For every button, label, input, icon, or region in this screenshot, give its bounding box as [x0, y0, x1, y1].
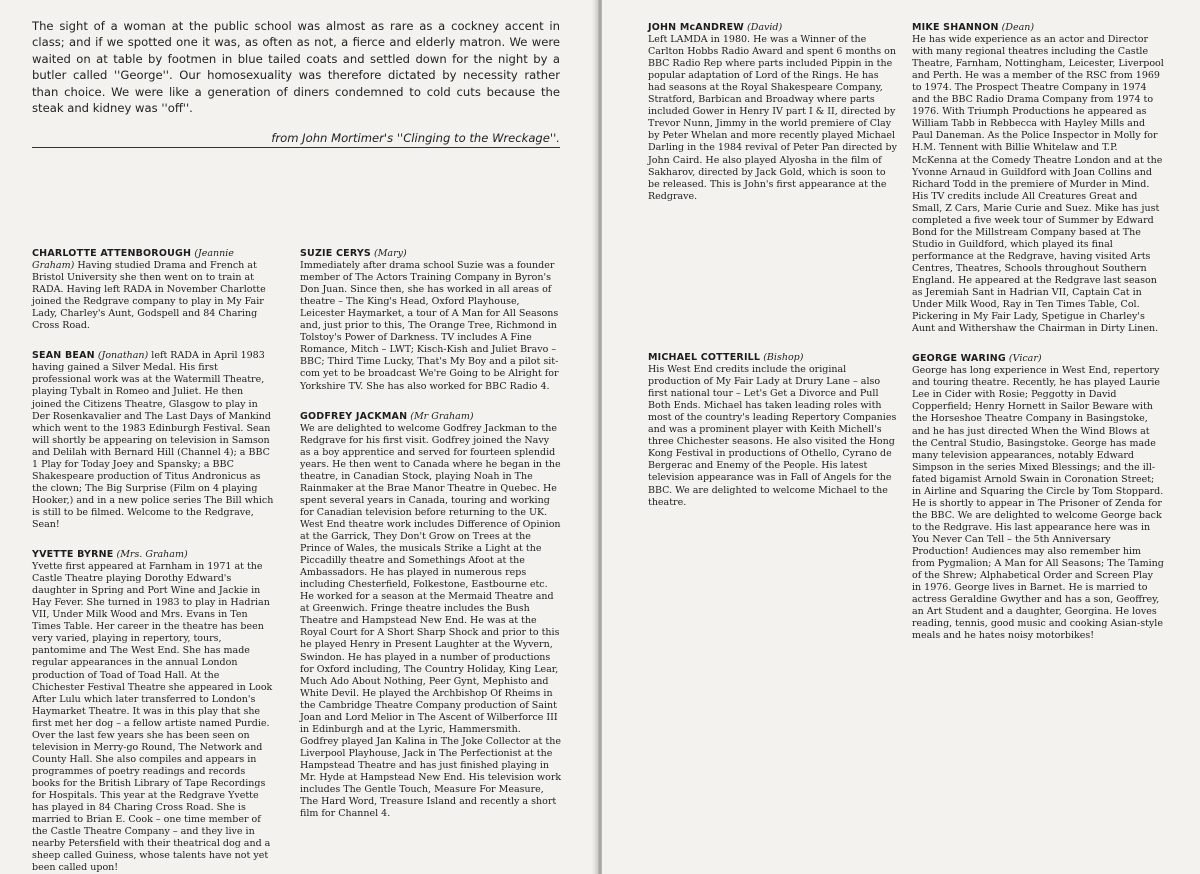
bio-role: (Dean) — [1001, 22, 1035, 33]
quote-attribution: from John Mortimer's ''Clinging to the Wreckage''. — [271, 131, 560, 146]
bio-name: MICHAEL COTTERILL — [648, 352, 761, 363]
bio-text: His West End credits include the original production of My Fair Lady at Drury Lane – also first national tour – Let's Get a Divorce and Pull Both Ends. Michael has taken leading roles with most of the country's leading Repertory Companies and was a prominent player with Keith Michell's three Chichester seasons. He also visited the Hong Kong Festival in productions of Othello, Cyrano de Bergerac and Enemy of the People. His latest television appearance was in Fall of Angels for the BBC. We are delighted to welcome Michael to the theatre. — [648, 364, 897, 508]
bio-text: He has wide experience as an actor and Director with many regional theatres including the Castle Theatre, Farnham, Nottingham, Leicester, Liverpool and Perth. He was a member of the RSC from 1969 to 1974. The Prospect Theatre Company in 1974 and the BBC Radio Drama Company from 1974 to 1976. With Triumph Productions he appeared as William Tabb in Rebbecca with Hayley Mills and Paul Daneman. As the Police Inspector in Molly for H.M. Tennent with Billie Whitelaw and T.P. McKenna at the Comedy Theatre London and at the Yvonne Arnaud in Guildford with Joan Collins and Richard Todd in the premiere of Murder in Mind. His TV credits include All Creatures Great and Small, Z Cars, Marie Curie and Suez. Mike has just completed a five week tour of Summer by Edward Bond for the Millstream Company based at The Studio in Guildford, which played its final performance at the Redgrave, having visited Arts Centres, Theatres, Schools throughout Southern England. He appeared at the Redgrave last season as Jeremiah Sant in Hadrian VII, Captain Cat in Under Milk Wood, Ray in Ten Times Table, Col. Pickering in My Fair Lady, Spetigue in Charley's Aunt and Withershaw the Chairman in Dirty Linen. — [912, 34, 1164, 335]
bio-role: (Vicar) — [1008, 353, 1042, 365]
left-column-1 — [32, 248, 274, 874]
bio-name: GODFREY JACKMAN — [300, 410, 408, 422]
quote-text: The sight of a woman at the public school was almost as rare as a cockney accent in class; and if we spotted one it was, as often as not, a fierce and elderly matron. We were waited on at table by footmen in blue tailed coats and settled down for the night by a butler called ''George''. Our homosexuality was therefore dictated by necessity rather than choice. We were like a generation of diners condemned to cold cuts because the steak and kidney was ''off''. — [32, 19, 560, 116]
bio-role: (Bishop) — [763, 352, 804, 363]
bio-name: SEAN BEAN — [32, 350, 95, 362]
bio-text: George has long experience in West End, repertory and touring theatre. Recently, he has played Laurie Lee in Cider with Rosie; Peggotty in David Copperfield; Henry Hornett in Sailor Beware with the Horseshoe Theatre Company in Basingstoke, and he has just directed When the Wind Blows at the Central Studio, Basingstoke. George has made many television appearances, notably Edward Simpson in the series Mixed Blessings; and the ill-fated bigamist Arnold Swain in Coronation Street; in Airline and Squaring the Circle by Tom Stoppard. He is shortly to appear in The Prisoner of Zenda for the BBC. We are delighted to welcome George back to the Redgrave. His last appearance here was in You Never Can Tell – the 5th Anniversary Production! Audiences may also remember him from Pygmalion; A Man for All Seasons; The Taming of the Shrew; Alphabetical Order and Screen Play in 1976. George lives in Barnet. He is married to actress Geraldine Gwyther and has a son, Geoffrey, an Art Student and a daughter, Georgina. He loves reading, tennis, good music and cooking Asian-style meals and he hates noisy motorbikes! — [912, 365, 1164, 642]
bio-text: Immediately after drama school Suzie was a founder member of The Actors Training Company in Byron's Don Juan. Since then, she has worked in all areas of theatre – The King's Head, Oxford Playhouse, Leicester Haymarket, a tour of A Man for All Seasons and, just prior to this, The Orange Tree, Richmond in Tolstoy's Power of Darkness. TV includes A Fine Romance, Mitch – LWT; Kisch-Kish and Juliet Bravo – BBC; Third Time Lucky, That's My Boy and a pilot sit-com yet to be broadcast We're Going to be Alright for Yorkshire TV. She has also worked for BBC Radio 4. — [300, 260, 559, 392]
bio-yvette-byrne — [32, 549, 274, 874]
bio-name: CHARLOTTE ATTENBOROUGH — [32, 248, 192, 259]
right-column-2 — [912, 22, 1164, 660]
bio-john-mcandrew — [648, 22, 898, 203]
bio-role: (Mrs. Graham) — [116, 549, 188, 561]
epigraph-quote — [32, 18, 560, 147]
bio-name: JOHN McANDREW — [648, 22, 744, 33]
bio-role: (Jonathan) — [97, 350, 149, 362]
bio-mike-shannon — [912, 22, 1164, 335]
left-page — [0, 0, 598, 874]
bio-name: YVETTE BYRNE — [32, 549, 114, 561]
bio-michael-cotterill — [648, 352, 898, 509]
bio-name: GEORGE WARING — [912, 353, 1006, 365]
left-column-2 — [300, 248, 562, 838]
right-column-1 — [648, 22, 898, 221]
bio-role: (Mr Graham) — [410, 410, 474, 422]
bio-role: (David) — [747, 22, 783, 33]
bio-role: (Jeannie Graham) — [32, 248, 234, 272]
bio-text: Yvette first appeared at Farnham in 1971 at the Castle Theatre playing Dorothy Edward's daughter in Spring and Port Wine and Jackie in Hay Fever. She turned in 1983 to play in Hadrian VII, Under Milk Wood and Mrs. Evans in Ten Times Table. Her career in the theatre has been very varied, playing in repertory, tours, pantomime and The West End. She has made regular appearances in the annual London production of Toad of Toad Hall. At the Chichester Festival Theatre she appeared in Look After Lulu which later transferred to London's Haymarket Theatre. It was in this play that she first met her dog – a fellow artiste named Purdie. Over the last few years she has been seen on television in Merry-go Round, The Network and County Hall. She also compiles and appears in programmes of poetry readings and records books for the British Library of Tape Recordings for Hospitals. This year at the Redgrave Yvette has played in 84 Charing Cross Road. She is married to Brian E. Cook – one time member of the Castle Theatre Company – and they live in nearby Petersfield with their theatrical dog and a sheep called Guiness, whose talents have not yet been called upon! — [32, 561, 273, 874]
right-column-1-lower — [648, 352, 898, 527]
bio-suzie-cerys — [300, 248, 562, 393]
bio-text: Having studied Drama and French at Bristol University she then went on to train at RADA. Having left RADA in November Charlotte joined the Redgrave company to play in My Fair Lady, Charley's Aunt, Godspell and 84 Charing Cross Road. — [32, 260, 266, 332]
bio-role: (Mary) — [374, 248, 407, 259]
bio-godfrey-jackman — [300, 411, 562, 821]
bio-sean-bean — [32, 350, 274, 531]
bio-charlotte-attenborough — [32, 248, 274, 332]
bio-text: We are delighted to welcome Godfrey Jackman to the Redgrave for his first visit. Godfrey joined the Navy as a boy apprentice and served for fourteen splendid years. He then went to Canada where he began in the theatre, in Canadian Stock, playing Noah in The Rainmaker at the Brae Manor Theatre in Quebec. He spent several years in Canada, touring and working for Canadian television before returning to the UK. West End theatre work includes Difference of Opinion at the Garrick, They Don't Grow on Trees at the Prince of Wales, the musicals Strike a Light at the Piccadilly theatre and Somethings Afoot at the Ambassadors. He has played in numerous reps including Chesterfield, Folkestone, Eastbourne etc. He worked for a season at the Mermaid Theatre and at Greenwich. Fringe theatre includes the Bush Theatre and Hampstead New End. He was at the Royal Court for A Short Sharp Shock and prior to this he played Henry in Present Laughter at the Wyvern, Swindon. He has played in a number of productions for Oxford including, The Country Holiday, King Lear, Much Ado About Nothing, Peer Gynt, Mephisto and White Devil. He played the Archbishop Of Rheims in the Cambridge Theatre Company production of Saint Joan and Lord Melior in The Ascent of Wilberforce III in Edinburgh and at the Lyric, Hammersmith. Godfrey played Jan Kalina in The Joke Collector at the Liverpool Playhouse, Jack in The Perfectionist at the Hampstead Theatre and has just finished playing in Mr. Hyde at Hampstead New End. His television work includes The Gentle Touch, Measure For Measure, The Hard Word, Treasure Island and recently a short film for Channel 4. — [300, 422, 562, 820]
bio-george-waring — [912, 353, 1164, 642]
bio-name: SUZIE CERYS — [300, 248, 371, 259]
divider-rule — [32, 147, 560, 148]
bio-name: MIKE SHANNON — [912, 22, 999, 33]
right-page — [602, 0, 1200, 874]
bio-text: Left LAMDA in 1980. He was a Winner of the Carlton Hobbs Radio Award and spent 6 months on BBC Radio Rep where parts included Pippin in the popular adaptation of Lord of the Rings. He has had seasons at the Royal Shakespeare Company, Stratford, Barbican and Broadway where parts included Gower in Henry IV part I & II, directed by Trevor Nunn, Jimmy in the world premiere of Clay by Peter Whelan and more recently played Michael Darling in the 1984 revival of Peter Pan directed by John Caird. He also played Alyosha in the film of Sakharov, directed by Jack Gold, which is soon to be released. This is John's first appearance at the Redgrave. — [648, 34, 897, 202]
bio-text: left RADA in April 1983 having gained a Silver Medal. His first professional work was at the Watermill Theatre, playing Tybalt in Romeo and Juliet. He then joined the Citizens Theatre, Glasgow to play in Der Rosenkavalier and The Last Days of Mankind which went to the 1983 Edinburgh Festival. Sean will shortly be appearing on television in Samson and Delilah with Bernard Hill (Channel 4); a BBC 1 Play for Today Joey and Spansky; a BBC Shakespeare production of Titus Andronicus as the clown; The Big Surprise (Film on 4 playing Hooker,) and in a new police series The Bill which is still to be filmed. Welcome to the Redgrave, Sean! — [32, 350, 274, 530]
